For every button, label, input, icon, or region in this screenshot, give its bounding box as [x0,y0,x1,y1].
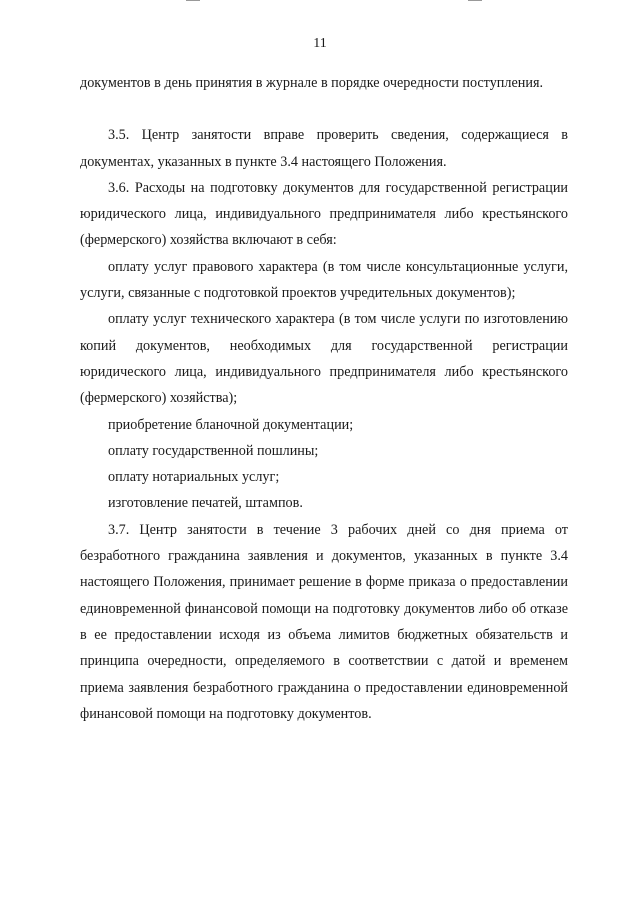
scan-top-edge [0,0,640,6]
list-item-state-duty: оплату государственной пошлины; [108,442,319,459]
list-item-blank-forms: приобретение бланочной документации; [108,416,354,433]
list-item-technical-services: оплату услуг технического характера (в том числе услуги по изготовлению копий документов, необходимых для государственной регистрации юридического лица, индивидуального предпринимателя либо крестьянского (фермерского) хозяйства); [80,311,568,407]
list-item-legal-services: оплату услуг правового характера (в том числе консультационные услуги, услуги, связанные с подготовкой проектов учредительных документов); [80,258,568,302]
paragraph-3-7: 3.7. Центр занятости в течение 3 рабочих дней со дня приема от безработного гражданина заявления и документов, указанных в пункте 3.4 настоящего Положения, принимает решение в форме приказа о предоставлении единовременной финансовой помощи на подготовку документов либо об отказе в ее предоставлении исходя из объема лимитов бюджетных обязательств и принципа очередности, определяемого в соответствии с датой и временем приема заявления безработного гражданина о предоставлении единовременной финансовой помощи на подготовку документов. [80,521,568,722]
list-item-seals-stamps: изготовление печатей, штампов. [108,495,303,512]
paragraph-3-6: 3.6. Расходы на подготовку документов для государственной регистрации юридического лица, индивидуального предпринимателя либо крестьянского (фермерского) хозяйства включают в себя: [80,179,568,249]
page-number: 11 [313,36,327,51]
list-item-notary-services: оплату нотариальных услуг; [108,469,280,486]
paragraph-continuation: документов в день принятия в журнале в порядке очередности поступления. [80,75,544,91]
document-body [80,70,568,727]
paragraph-3-5: 3.5. Центр занятости вправе проверить сведения, содержащиеся в документах, указанных в пункте 3.4 настоящего Положения. [80,127,568,170]
